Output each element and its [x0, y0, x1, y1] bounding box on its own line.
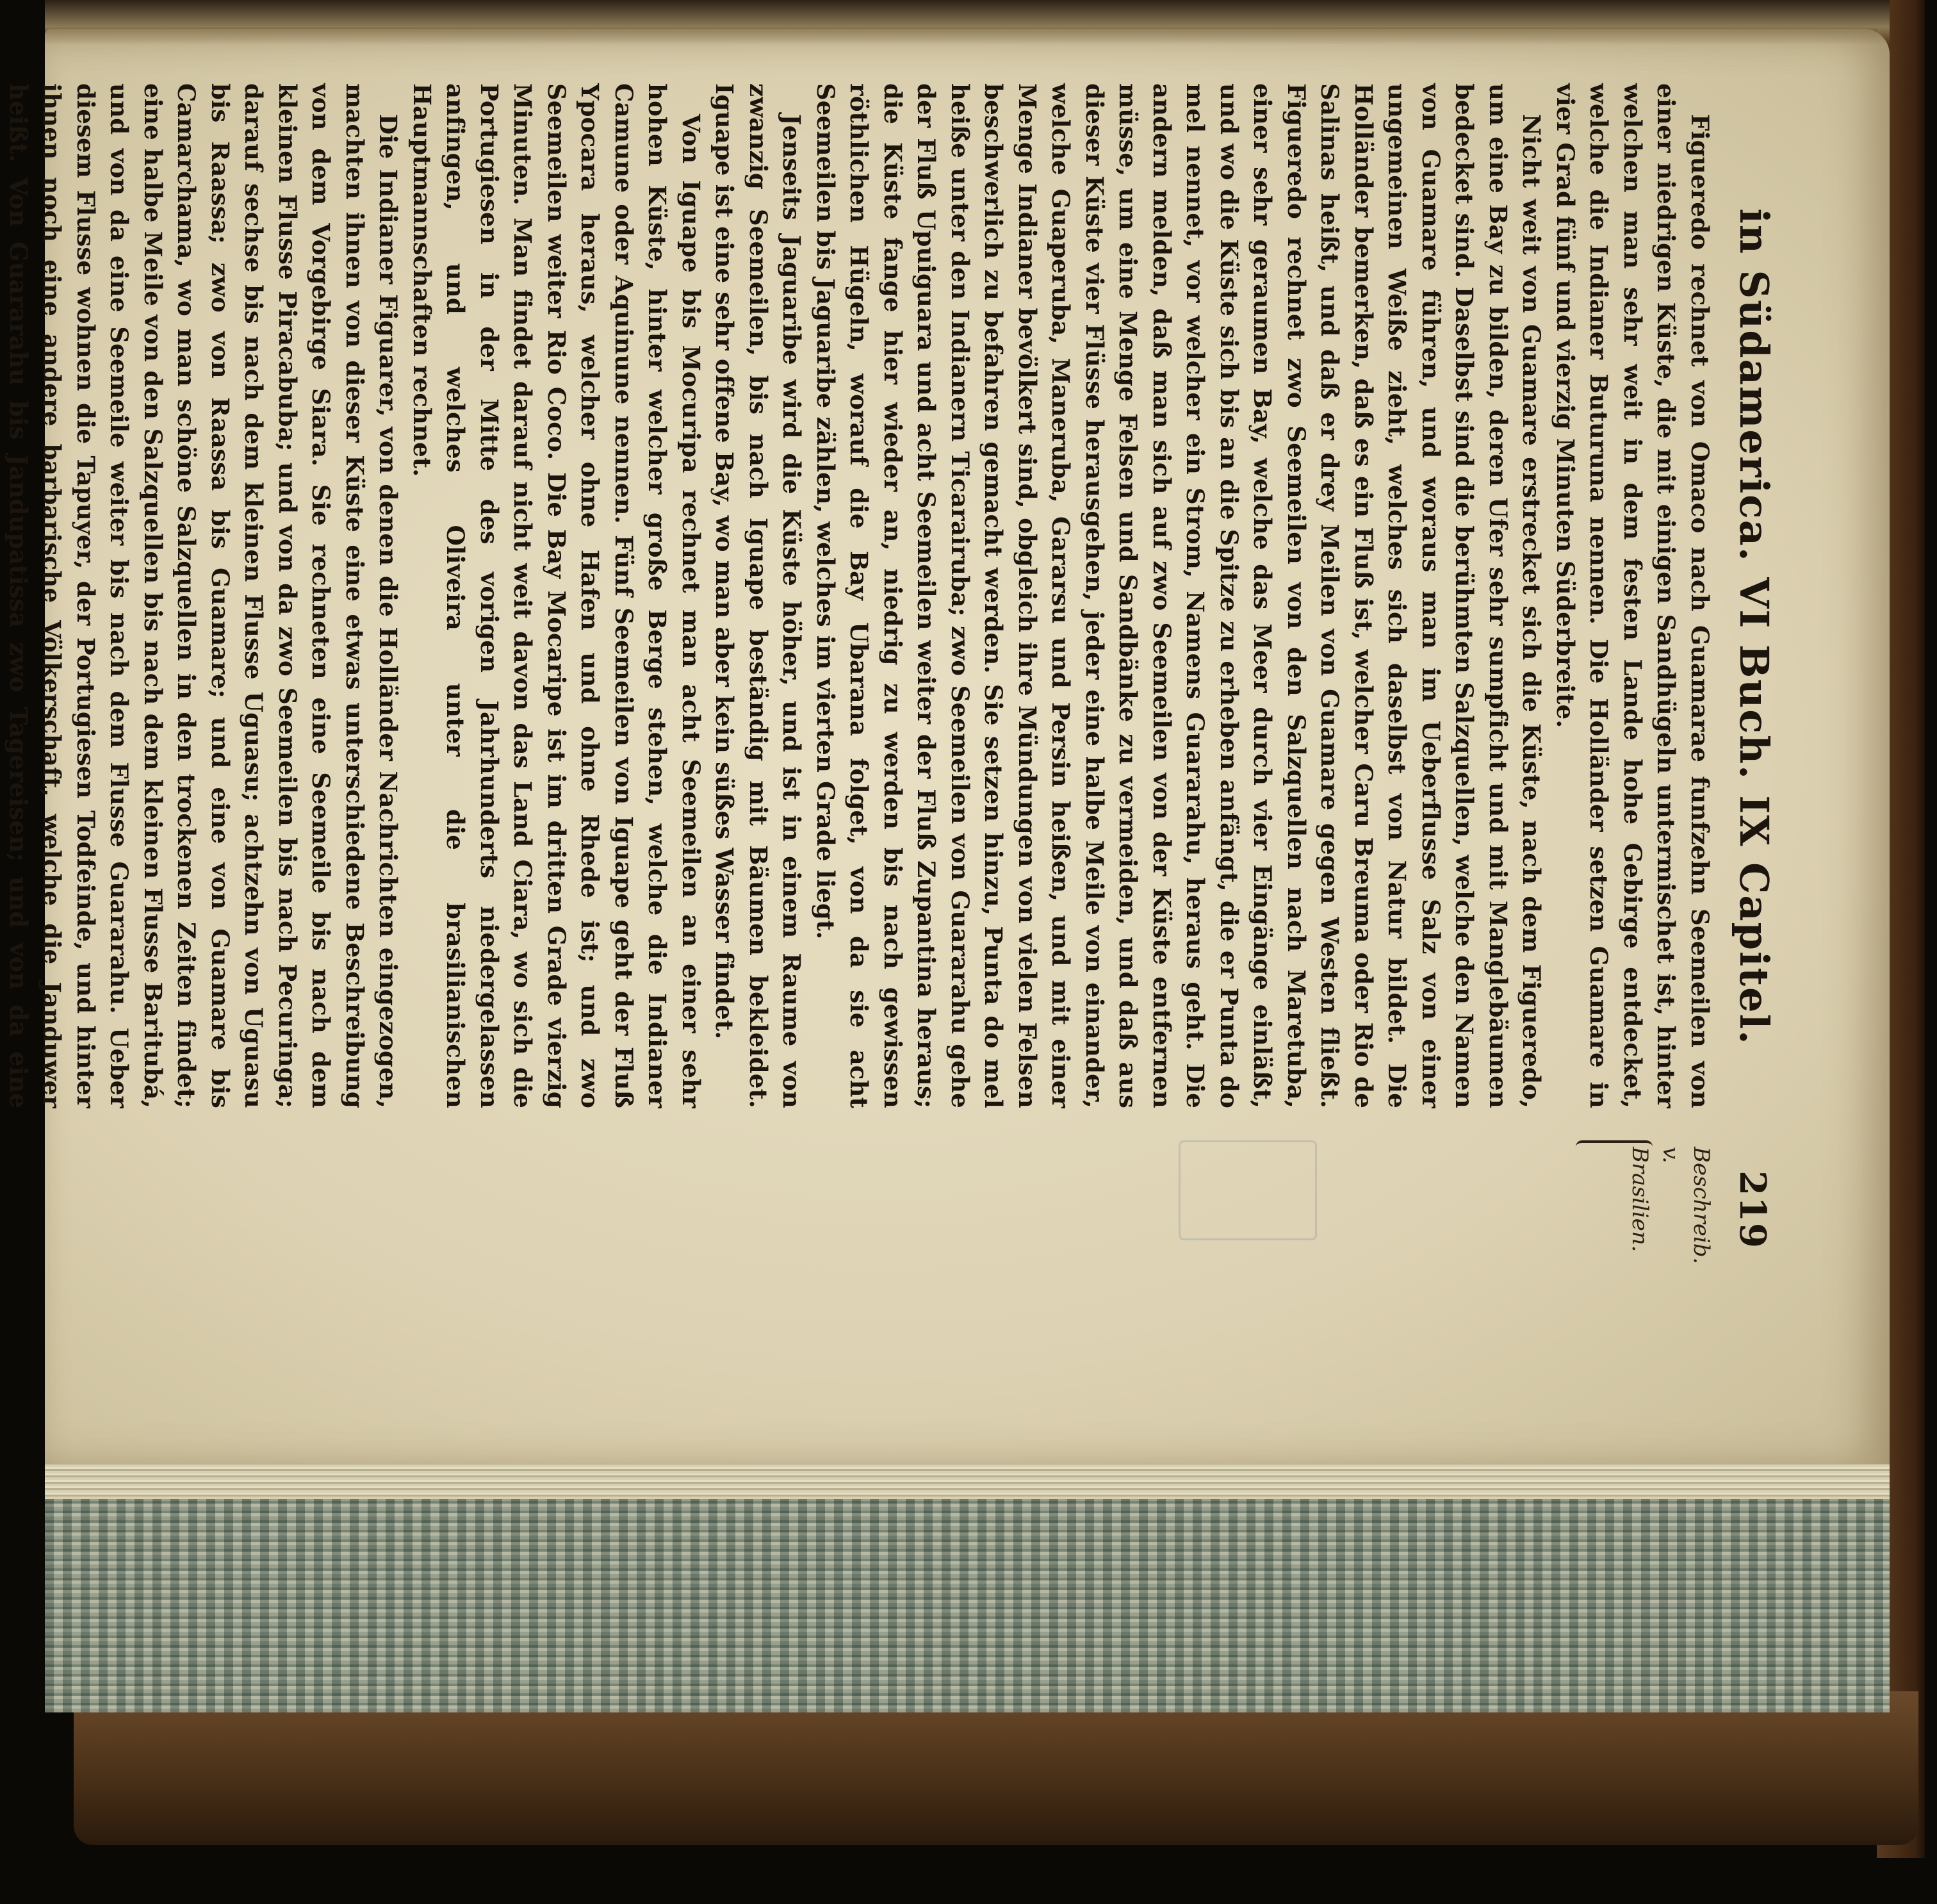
page-number: 219	[1731, 1170, 1774, 1249]
body-text	[0, 83, 1717, 1265]
book-cover-bottom	[74, 1691, 1918, 1845]
paragraph: Jenseits Jaguaribe wird die Küste höher, und ist in einem Raume von zwanzig Seemeilen, bis nach Iguape beständig mit Bäumen bekleidet. Iguape ist eine sehr offene Bay, wo man aber kein süßes Wasser findet.	[710, 83, 806, 1108]
book-gutter	[45, 0, 1890, 45]
page-block-edge	[45, 1461, 1890, 1499]
margin-brace	[1576, 1140, 1653, 1151]
page-text-block	[0, 83, 1778, 1265]
running-title: in Südamerica. VI Buch. IX Capitel.	[1731, 208, 1778, 1046]
paragraph: Nicht weit von Guamare erstrecket sich die Küste, nach dem Figueredo, um eine Bay zu bilden, deren Ufer sehr sumpficht und mit Manglebäumen bedecket sind. Daselbst sind die berühmten Salzquellen, welche den Namen von Guamare führen, und woraus man im Ueberflusse Salz von einer ungemeinen Weiße zieht, welches sich daselbst von Natur bildet. Die Holländer bemerken, daß es ein Fluß ist, welcher Caru Breuma oder Rio de Salinas heißt, und daß er drey Meilen von Guamare gegen Westen fließt. Figueredo rechnet zwo Seemeilen von den Salzquellen nach Maretuba, einer sehr geraumen Bay, welche das Meer durch vier Eingänge einläßt, und wo die Küste sich bis an die Spitze zu erheben anfängt, die er Punta do mel nennet, vor welcher ein Strom, Namens Guararahu, heraus geht. Die andern melden, daß man sich auf zwo Seemeilen von der Küste entfernen müsse, um eine Menge Felsen und Sandbänke zu vermeiden, und daß aus dieser Küste vier Flüsse herausgehen, jeder eine halbe Meile von einander, welche Guaperuba, Maneruba, Gararsu und Persin heißen, und mit einer Menge Indianer bevölkert sind, obgleich ihre Mündungen von vielen Felsen beschwerlich zu befahren gemacht werden. Sie setzen hinzu, Punta do mel heiße unter den Indianern Ticarairuba; zwo Seemeilen von Guararahu gehe der Fluß Upuiguara und acht Seemeilen weiter der Fluß Zupantina heraus; die Küste fange hier wieder an, niedrig zu werden bis nach gewissen röthlichen Hügeln, worauf die Bay Ubarana folget, von da sie acht Seemeilen bis Jaguaribe zählen, welches im vierten Grade liegt.	[812, 83, 1546, 1108]
marbled-page-edge	[45, 1493, 1890, 1712]
paragraph: Figueredo rechnet von Omaco nach Guamarae funfzehn Seemeilen von einer niedrigen Küste, die mit einigen Sandhügeln untermischet ist, hinter welchen man sehr weit in dem festen Lande hohe Gebirge entdecket, welche die Indianer Buturuna nennen. Die Holländer setzen Guamare in vier Grad fünf und vierzig Minuten Süderbreite.	[1551, 83, 1714, 1108]
margin-note: Beschreib. v. Brasilien.	[1627, 1147, 1714, 1265]
paragraph: Von Iguape bis Mocuripa rechnet man acht Seemeilen an einer sehr hohen Küste, hinter welcher große Berge stehen, welche die Indianer Camune oder Aquinune nennen. Fünf Seemeilen von Iguape geht der Fluß Ypocara heraus, welcher ohne Hafen und ohne Rhede ist; und zwo Seemeilen weiter Rio Coco. Die Bay Mocaripe ist im dritten Grade vierzig Minuten. Man findet darauf nicht weit davon das Land Ciara, wo sich die Portugiesen in der Mitte des vorigen Jahrhunderts niedergelassen anfingen, und welches Oliveira unter die brasilianischen Hauptmannschaften rechnet.	[408, 83, 705, 1108]
paragraph: Die Indianer Figuarer, von denen die Holländer Nachrichten eingezogen, machten ihnen von dieser Küste eine etwas unterschiedene Beschreibung von dem Vorgebirge Siara. Sie rechneten eine Seemeile bis nach dem kleinen Flusse Piracabuba; und von da zwo Seemeilen bis nach Pecuringa; darauf sechse bis nach dem kleinen Flusse Uguasu; achtzehn von Uguasu bis Raassa; zwo von Raassa bis Guamare; und eine von Guamare bis Camarchama, wo man schöne Salzquellen in den trockenen Zeiten findet; eine halbe Meile von den Salzquellen bis nach dem kleinen Flusse Baritubá, und von da eine Seemeile weiter bis nach dem Flusse Guararahu. Ueber diesem Flusse wohnen die Tapuyer, der Portugiesen Todfeinde, und hinter ihnen noch eine andere barbarische Völkerschaft, welche die Janduwer heißt. Von Guararahu bis Jandupatissa zwo Tagereisen; und von da eine	[4, 83, 403, 1108]
running-header	[1731, 83, 1778, 1249]
